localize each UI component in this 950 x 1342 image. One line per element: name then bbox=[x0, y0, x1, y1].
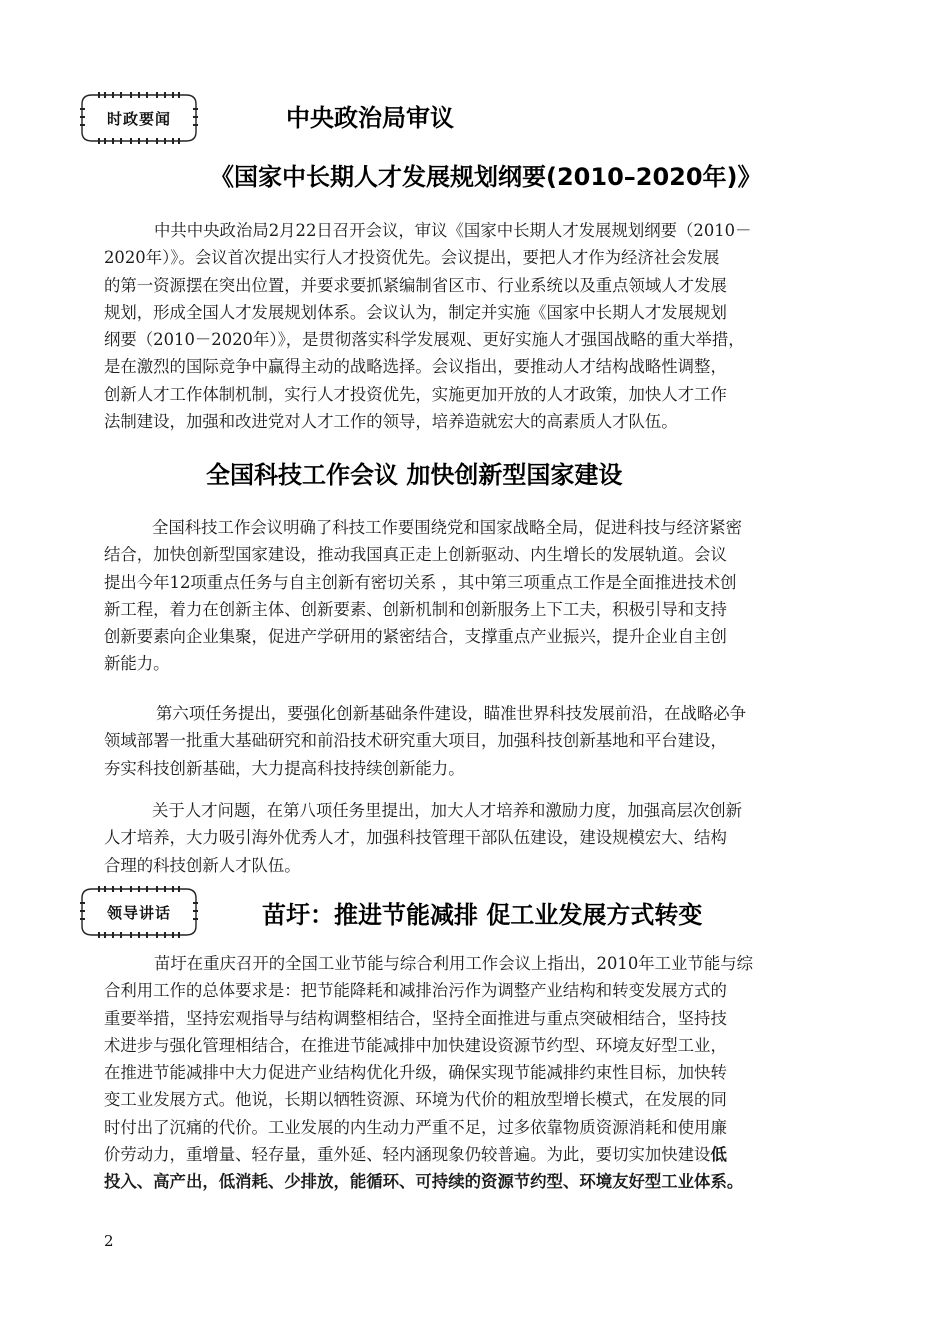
section1-title-line1: 中央政治局审议 bbox=[286, 104, 454, 132]
page-number: 2 bbox=[104, 1232, 114, 1250]
section1-title-line2: 《国家中长期人才发展规划纲要(2010–2020年)》 bbox=[210, 163, 762, 191]
section2-title: 全国科技工作会议 加快创新型国家建设 bbox=[206, 461, 623, 489]
leader-speech-badge bbox=[78, 884, 200, 940]
leader-speech-badge-label: 领导讲话 bbox=[106, 903, 171, 922]
text-run: 价劳动力，重增量、轻存量，重外延、轻内涵现象仍较普遍。为此，要切实加快建设 bbox=[104, 1145, 711, 1165]
text-line: 苗圩在重庆召开的全国工业节能与综合利用工作会议上指出，2010年工业节能与综 bbox=[154, 954, 753, 973]
text-line: 纲要（2010－2020年）》，是贯彻落实科学发展观、更好实施人才强国战略的重大举措， bbox=[104, 330, 745, 350]
text-line: 新工程，着力在创新主体、创新要素、创新机制和创新服务上下工夫，积极引导和支持 bbox=[104, 599, 727, 619]
news-badge bbox=[78, 90, 200, 146]
text-line: 提出今年12项重点任务与自主创新有密切关系 ，其中第三项重点工作是全面推进技术创 bbox=[104, 572, 737, 592]
text-line: 中共中央政治局2月22日召开会议，审议《国家中长期人才发展规划纲要（2010－ bbox=[154, 221, 752, 240]
text-line: 的第一资源摆在突出位置，并要求要抓紧编制省区市、行业系统以及重点领域人才发展 bbox=[104, 275, 727, 295]
section1-paragraph bbox=[104, 217, 856, 435]
text-line: 重要举措，坚持宏观指导与结构调整相结合，坚持全面推进与重点突破相结合，坚持技 bbox=[104, 1008, 727, 1028]
text-line: 全国科技工作会议明确了科技工作要围绕党和国家战略全局，促进科技与经济紧密 bbox=[152, 518, 743, 537]
text-line: 变工业发展方式。他说，长期以牺牲资源、环境为代价的粗放型增长模式，在发展的同 bbox=[104, 1090, 727, 1110]
text-line: 夯实科技创新基础，大力提高科技持续创新能力。 bbox=[104, 758, 465, 778]
text-line: 关于人才问题，在第八项任务里提出，加大人才培养和激励力度，加强高层次创新 bbox=[152, 801, 743, 820]
section3-title: 苗圩：推进节能减排 促工业发展方式转变 bbox=[262, 901, 703, 929]
text-line: 创新要素向企业集聚，促进产学研用的紧密结合，支撑重点产业振兴，提升企业自主创 bbox=[104, 627, 727, 647]
text-line: 术进步与强化管理相结合，在推进节能减排中加快建设资源节约型、环境友好型工业， bbox=[104, 1035, 727, 1055]
bold-text-line: 投入、高产出，低消耗、少排放，能循环、可持续的资源节约型、环境友好型工业体系。 bbox=[104, 1172, 744, 1192]
text-line: 创新人才工作体制机制，实行人才投资优先，实施更加开放的人才政策，加快人才工作 bbox=[104, 384, 727, 404]
text-line: 合利用工作的总体要求是：把节能降耗和减排治污作为调整产业结构和转变发展方式的 bbox=[104, 981, 727, 1001]
text-line: 是在激烈的国际竞争中赢得主动的战略选择。会议指出，要推动人才结构战略性调整， bbox=[104, 357, 727, 377]
text-line: 领域部署一批重大基础研究和前沿技术研究重大项目，加强科技创新基地和平台建设， bbox=[104, 731, 727, 751]
text-line: 人才培养，大力吸引海外优秀人才，加强科技管理干部队伍建设，建设规模宏大、结构 bbox=[104, 828, 727, 848]
text-line bbox=[104, 1141, 856, 1168]
text-line: 新能力。 bbox=[104, 654, 170, 674]
news-badge-label: 时政要闻 bbox=[106, 109, 171, 128]
text-line: 第六项任务提出，要强化创新基础条件建设，瞄准世界科技发展前沿，在战略必争 bbox=[156, 704, 747, 723]
section3-paragraph bbox=[104, 950, 856, 1196]
text-line: 结合，加快创新型国家建设，推动我国真正走上创新驱动、内生增长的发展轨道。会议 bbox=[104, 545, 727, 565]
text-line: 规划，形成全国人才发展规划体系。会议认为，制定并实施《国家中长期人才发展规划 bbox=[104, 302, 727, 322]
bold-text-run: 低 bbox=[710, 1145, 727, 1165]
section2-paragraph-2 bbox=[104, 700, 856, 782]
text-line: 时付出了沉痛的代价。工业发展的内生动力严重不足，过多依靠物质资源消耗和使用廉 bbox=[104, 1117, 727, 1137]
text-line: 法制建设，加强和改进党对人才工作的领导，培养造就宏大的高素质人才队伍。 bbox=[104, 412, 678, 432]
text-line: 在推进节能减排中大力促进产业结构优化升级，确保实现节能减排约束性目标，加快转 bbox=[104, 1063, 727, 1083]
section2-paragraph-1 bbox=[104, 514, 856, 678]
text-line: 合理的科技创新人才队伍。 bbox=[104, 855, 301, 875]
text-line: 2020年）》。会议首次提出实行人才投资优先。会议提出，要把人才作为经济社会发展 bbox=[104, 248, 720, 268]
section2-paragraph-3 bbox=[104, 797, 856, 879]
